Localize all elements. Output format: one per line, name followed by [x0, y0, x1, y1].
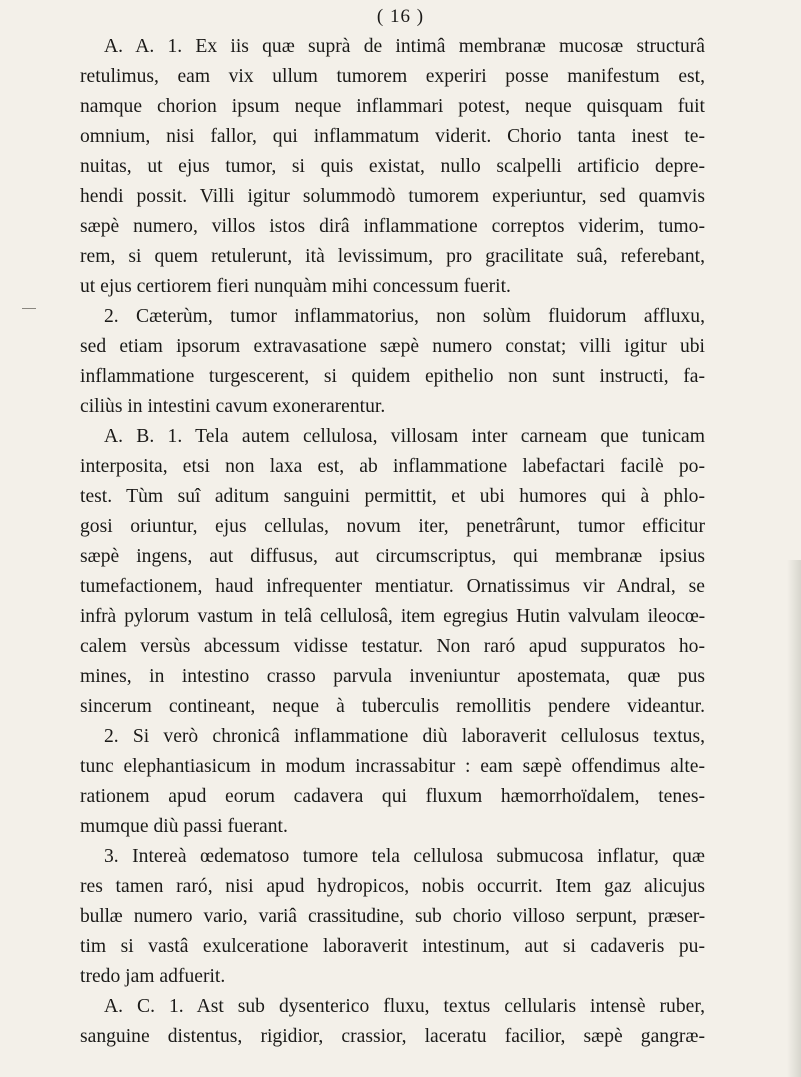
text-line: namque chorion ipsum neque inflammari potest, neque quisquam fuit	[80, 96, 705, 117]
text-line: test. Tùm suî aditum sanguini permittit, et ubi humores qui à phlo-	[80, 486, 705, 507]
text-line: omnium, nisi fallor, qui inflammatum viderit. Chorio tanta inest te-	[80, 126, 705, 147]
text-line: 2. Cæterùm, tumor inflammatorius, non solùm fluidorum affluxu,	[104, 306, 705, 327]
text-line: calem versùs abcessum vidisse testatur. Non raró apud suppuratos ho-	[80, 636, 705, 657]
text-line: gosi oriuntur, ejus cellulas, novum iter, penetrârunt, tumor efficitur	[80, 516, 705, 537]
text-line: inflammatione turgescerent, si quidem epithelio non sunt instructi, fa-	[80, 366, 705, 387]
page-number: ( 16 )	[376, 6, 425, 27]
text-line: rem, si quem retulerunt, ità levissimum, pro gracilitate suâ, referebant,	[80, 246, 705, 267]
text-line: bullæ numero vario, variâ crassitudine, sub chorio villoso serpunt, præser-	[80, 906, 705, 927]
text-line: A. B. 1. Tela autem cellulosa, villosam inter carneam que tunicam	[104, 426, 705, 447]
text-line: interposita, etsi non laxa est, ab inflammatione labefactari facilè po-	[80, 456, 705, 477]
text-line: tumefactionem, haud infrequenter mentiatur. Ornatissimus vir Andral, se	[80, 576, 705, 597]
text-line: hendi possit. Villi igitur solummodò tumorem experiuntur, sed quamvis	[80, 186, 705, 207]
text-line: sincerum contineant, neque à tuberculis remollitis pendere videantur.	[80, 696, 705, 717]
margin-mark	[22, 308, 36, 309]
text-line: rationem apud eorum cadavera qui fluxum hæmorrhoïdalem, tenes-	[80, 786, 705, 807]
text-line: ciliùs in intestini cavum exonerarentur.	[80, 396, 386, 417]
text-line: res tamen raró, nisi apud hydropicos, nobis occurrit. Item gaz alicujus	[80, 876, 705, 897]
text-line: nuitas, ut ejus tumor, si quis existat, nullo scalpelli artificio depre-	[80, 156, 705, 177]
text-line: infrà pylorum vastum in telâ cellulosâ, item egregius Hutin valvulam ileocœ-	[80, 606, 705, 627]
text-line: sed etiam ipsorum extravasatione sæpè numero constat; villi igitur ubi	[80, 336, 705, 357]
text-line: sanguine distentus, rigidior, crassior, laceratu facilior, sæpè gangræ-	[80, 1026, 705, 1047]
text-line: sæpè numero, villos istos dirâ inflammatione correptos viderim, tumo-	[80, 216, 705, 237]
text-line: tredo jam adfuerit.	[80, 966, 226, 987]
text-line: 2. Si verò chronicâ inflammatione diù laboraverit cellulosus textus,	[104, 726, 705, 747]
text-line: tunc elephantiasicum in modum incrassabitur : eam sæpè offendimus alte-	[80, 756, 705, 777]
text-line: mines, in intestino crasso parvula inveniuntur apostemata, quæ pus	[80, 666, 705, 687]
text-line: ut ejus certiorem fieri nunquàm mihi concessum fuerit.	[80, 276, 511, 297]
text-line: A. C. 1. Ast sub dysenterico fluxu, textus cellularis intensè ruber,	[104, 996, 705, 1017]
text-line: mumque diù passi fuerant.	[80, 816, 288, 837]
text-line: retulimus, eam vix ullum tumorem experiri posse manifestum est,	[80, 66, 705, 87]
text-line: sæpè ingens, aut diffusus, aut circumscriptus, qui membranæ ipsius	[80, 546, 705, 567]
text-line: 3. Intereà œdematoso tumore tela cellulosa submucosa inflatur, quæ	[104, 846, 705, 867]
text-line: tim si vastâ exulceratione laboraverit intestinum, aut si cadaveris pu-	[80, 936, 705, 957]
text-line: A. A. 1. Ex iis quæ suprà de intimâ membranæ mucosæ structurâ	[104, 36, 705, 57]
page-edge-shadow	[787, 560, 801, 1077]
